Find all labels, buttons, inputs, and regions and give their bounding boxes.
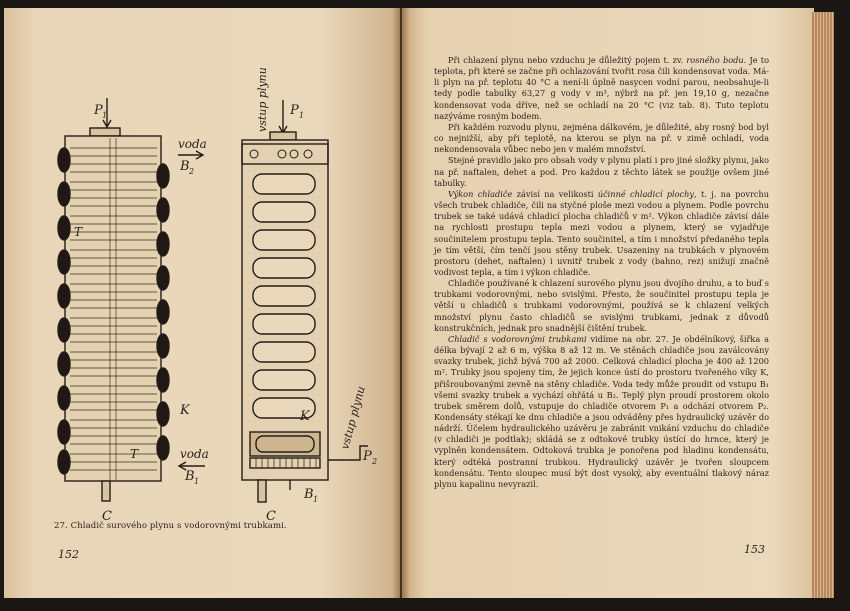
label-t-top: T <box>74 225 83 239</box>
text-run: Při chlazení plynu nebo vzduchu je důležitý pojem t. zv. <box>448 55 687 65</box>
label-p1-right: P <box>290 103 299 118</box>
paragraph <box>434 55 769 122</box>
emphasis-text: Chladič s vodorovnými trubkami <box>448 333 587 344</box>
label-vstup-plynu-top: vstup plynu <box>256 67 269 132</box>
label-p1-right-sub: 1 <box>299 111 305 120</box>
label-k-left: K <box>180 403 190 418</box>
page-edges <box>812 12 834 598</box>
gas-inlet-flange-left <box>90 128 120 136</box>
label-voda-bottom: voda <box>180 447 209 461</box>
condensate-outlet-left <box>102 481 110 501</box>
label-k-right: K <box>300 409 310 424</box>
text-run: , t. j. na povrchu všech trubek chladiče, čili na styčné ploše mezi vodou a plynem. Podle povrchu trubek se také udává chladicí plocha chladičů v m². Výkon chladiče závisí dále na rychlosti prostupu tepla mezi vodou a plynem, který se vyjadřuje součinitelem prostupu tepla. Tento součinitel, a tím i množství předaného tepla je tím větší, čím tenčí jsou stěny trubek. Usazeniny na trubkách v plynovém prostoru (dehet, naftalen) i uvnitř trubek z vody (bahno, rez) snižují značně vodivost tepla, a tím i výkon chladiče. <box>434 188 769 277</box>
text-run: . Je to teplota, při které se začne při ochlazování tvořit rosa čili kondensovat voda. Má-li plyn na př. teplotu 40 °C a není-li úplně nasycen vodní parou, neobsahuje-li tedy podle tabulky 63,27 g vody v m³, nýbrž na př. jen 19,10 g, nezačne kondensovat voda dříve, než se ochladí na 20 °C (viz tab. 8). Tuto teplotu nazýváme rosným bodem. <box>434 55 770 121</box>
body-text <box>434 55 769 490</box>
figure-caption: 27. Chladič surového plynu s vodorovnými trubkami. <box>54 521 287 531</box>
page-number-left: 152 <box>58 548 79 561</box>
label-voda-top: voda <box>178 137 207 151</box>
tube-covers-right <box>157 164 169 460</box>
label-c-left: C <box>102 509 112 524</box>
label-p2-sub: 2 <box>372 457 378 466</box>
tube-bundles-front <box>253 174 315 418</box>
text-run: Stejné pravidlo jako pro obsah vody v plynu platí i pro jiné složky plynu, jako na př. naftalen, dehet a pod. Pro každou z těchto látek se použije ovšem jiné tabulky. <box>434 155 769 188</box>
label-b1-left-sub: 1 <box>194 477 200 486</box>
label-p1-left-sub: 1 <box>102 111 108 120</box>
book-gutter <box>392 8 410 598</box>
label-b2-sub: 2 <box>189 167 195 176</box>
cooler-figure <box>30 48 390 528</box>
page-number-right: 153 <box>744 543 765 556</box>
label-p1-left: P <box>94 103 103 118</box>
condensate-outlet-right <box>258 480 266 502</box>
label-b1-right-sub: 1 <box>313 495 319 504</box>
emphasis-text: rosného bodu <box>686 55 744 65</box>
label-c-right: C <box>266 509 276 524</box>
cooler-shell-left <box>65 136 161 481</box>
label-vstup-plynu-bottom: vstup plynu <box>338 384 368 451</box>
paragraph <box>434 278 769 334</box>
text-run: závisí na velikosti <box>512 188 598 199</box>
paragraph <box>434 334 769 490</box>
emphasis-text: Výkon chladiče <box>448 188 513 199</box>
label-p2: P <box>363 449 372 464</box>
label-b1-right: B <box>304 487 314 502</box>
label-t-bottom: T <box>130 447 139 461</box>
paragraph <box>434 122 769 155</box>
paragraph <box>434 155 769 188</box>
emphasis-text: účinné chladicí plochy <box>597 188 695 199</box>
text-run: Chladiče používané k chlazení surového plynu jsou dvojího druhu, a to buď s trubkami vodorovnými, nebo svislými. Přesto, že součinitel prostupu tepla je větší u chladičů s trubkami vodorovnými, používá se k chlazení velkých množství plynu často chladičů se svislými trubkami, jednak z důvodů konstrukčních, jednak pro snadnější čištění trubek. <box>434 278 769 333</box>
gas-inlet-flange-right <box>270 132 296 140</box>
label-b2: B <box>180 159 190 174</box>
text-run: Při každém rozvodu plynu, zejména dálkovém, je důležité, aby rosný bod byl co nejnižší, aby při teplotě, na kterou se plyn na př. v zimě ochladí, voda nekondensovala vůbec nebo jen v malém množství. <box>434 121 769 155</box>
paragraph <box>434 189 769 278</box>
text-run: vidíme na obr. 27. Je obdélníkový, šířka a délka bývají 2 až 6 m, výška 8 až 12 m. Ve stěnách chladiče jsou zaválcovány svazky trubek, jichž bývá 700 až 2000. Celková chladicí plocha je 400 až 1200 m². Trubky jsou spojeny tím, že jejich konce ústí do prostoru tvořeného víky K, přišroubovanými zevně na stěny chladiče. Voda tedy může proudit od vstupu B₁ všemi svazky trubek a vychází ohřátá u B₂. Teplý plyn proudí prostorem okolo trubek směrem dolů, vstupuje do chladiče otvorem P₁ a odchází otvorem P₂. Kondensáty stékají ke dnu chladiče a jsou odváděny přes hydraulický uzávěr do nádrží. Účelem hydraulického uzávěru je zabránit vnikání vzduchu do chladiče (v chladiči je podtlak); skládá se z odtokové trubky ústící do hrnce, který je vyplněn kondensátem. Odtoková trubka je ponořena pod hladinu kondensátu, který odtéká postranní trubkou. Hydraulický uzávěr je tvořen sloupcem kondensátu. Tento sloupec musí být dost vysoký, aby eventuální tlakový náraz plynu kapalinu nevyrazil. <box>434 333 769 489</box>
label-b1-left: B <box>185 469 195 484</box>
